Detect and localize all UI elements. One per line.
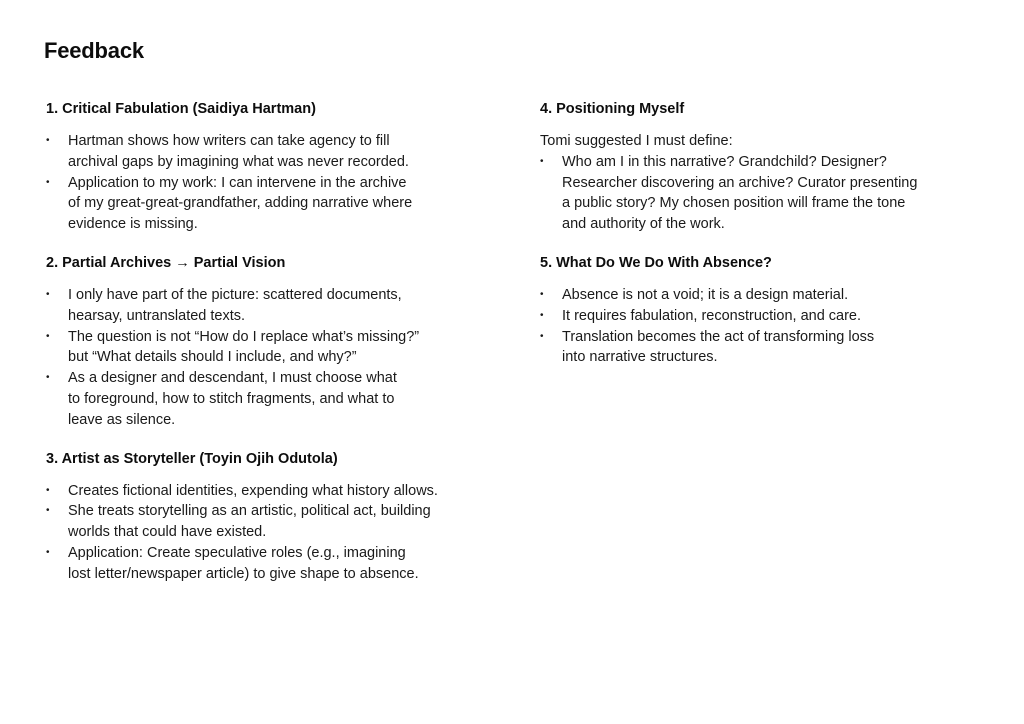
left-column bbox=[46, 100, 516, 603]
section-heading: 2. Partial Archives → Partial Vision bbox=[46, 254, 286, 271]
bullet-icon: • bbox=[46, 505, 50, 517]
bullet-item bbox=[46, 285, 516, 327]
bullet-list bbox=[540, 152, 990, 235]
bullet-text-line: Translation becomes the act of transforming loss bbox=[562, 328, 875, 345]
bullet-icon: • bbox=[540, 155, 544, 167]
bullet-text-line: but “What details should I include, and why?” bbox=[68, 349, 357, 366]
bullet-item bbox=[540, 285, 990, 306]
bullet-icon: • bbox=[46, 484, 50, 496]
section-heading: 3. Artist as Storyteller (Toyin Ojih Odutola) bbox=[46, 450, 338, 467]
bullet-text-line: lost letter/newspaper article) to give shape to absence. bbox=[68, 565, 419, 582]
bullet-icon: • bbox=[540, 309, 544, 321]
bullet-list bbox=[46, 131, 516, 235]
section-critical-fabulation bbox=[46, 100, 516, 235]
bullet-icon: • bbox=[46, 330, 50, 342]
page-title: Feedback bbox=[44, 38, 144, 63]
bullet-item bbox=[540, 327, 990, 369]
bullet-icon: • bbox=[540, 330, 544, 342]
bullet-text-line: and authority of the work. bbox=[562, 216, 725, 233]
bullet-icon: • bbox=[46, 176, 50, 188]
section-artist-as-storyteller bbox=[46, 450, 516, 585]
bullet-text-line: Absence is not a void; it is a design material. bbox=[562, 286, 849, 303]
bullet-item bbox=[46, 173, 516, 235]
bullet-icon: • bbox=[46, 372, 50, 384]
bullet-icon: • bbox=[540, 288, 544, 300]
bullet-text-line: Creates fictional identities, expending what history allows. bbox=[68, 482, 438, 499]
bullet-text-line: worlds that could have existed. bbox=[68, 524, 267, 541]
bullet-item bbox=[46, 543, 516, 585]
bullet-icon: • bbox=[46, 546, 50, 558]
bullet-text-line: Who am I in this narrative? Grandchild? Designer? bbox=[562, 153, 887, 170]
bullet-text-line: She treats storytelling as an artistic, political act, building bbox=[68, 503, 431, 520]
section-partial-archives bbox=[46, 254, 516, 431]
bullet-item bbox=[46, 131, 516, 173]
bullet-text-line: The question is not “How do I replace what’s missing?” bbox=[68, 328, 420, 345]
bullet-text-line: Hartman shows how writers can take agency to fill bbox=[68, 133, 390, 149]
bullet-item bbox=[46, 327, 516, 369]
bullet-text-line: Researcher discovering an archive? Curator presenting bbox=[562, 174, 918, 191]
bullet-list bbox=[540, 285, 990, 368]
bullet-text-line: I only have part of the picture: scattered documents, bbox=[68, 286, 402, 303]
section-heading: 1. Critical Fabulation (Saidiya Hartman) bbox=[46, 101, 316, 117]
section-heading: 4. Positioning Myself bbox=[540, 101, 685, 117]
section-intro: Tomi suggested I must define: bbox=[540, 133, 733, 149]
bullet-icon: • bbox=[46, 135, 50, 146]
bullet-text-line: leave as silence. bbox=[68, 411, 176, 428]
bullet-text-line: of my great-great-grandfather, adding narrative where bbox=[68, 195, 413, 212]
bullet-text-line: hearsay, untranslated texts. bbox=[68, 307, 246, 324]
bullet-item bbox=[46, 501, 516, 543]
bullet-text-line: into narrative structures. bbox=[562, 349, 718, 366]
bullet-text-line: archival gaps by imagining what was never recorded. bbox=[68, 153, 409, 170]
bullet-text-line: to foreground, how to stitch fragments, and what to bbox=[68, 390, 395, 407]
bullet-text-line: evidence is missing. bbox=[68, 216, 198, 233]
bullet-text-line: As a designer and descendant, I must choose what bbox=[68, 370, 397, 387]
bullet-list bbox=[46, 285, 516, 431]
right-column bbox=[540, 100, 990, 386]
bullet-text-line: Application to my work: I can intervene in the archive bbox=[68, 174, 407, 191]
bullet-text-line: It requires fabulation, reconstruction, and care. bbox=[562, 307, 862, 324]
section-heading: 5. What Do We Do With Absence? bbox=[540, 254, 772, 271]
section-absence bbox=[540, 254, 990, 368]
bullet-text-line: Application: Create speculative roles (e.g., imagining bbox=[68, 544, 406, 561]
section-positioning-myself bbox=[540, 100, 990, 235]
bullet-item bbox=[540, 152, 990, 235]
bullet-item bbox=[46, 481, 516, 502]
bullet-text-line: a public story? My chosen position will frame the tone bbox=[562, 195, 906, 212]
bullet-item bbox=[46, 368, 516, 430]
bullet-list bbox=[46, 481, 516, 585]
bullet-item bbox=[540, 306, 990, 327]
bullet-icon: • bbox=[46, 288, 50, 300]
